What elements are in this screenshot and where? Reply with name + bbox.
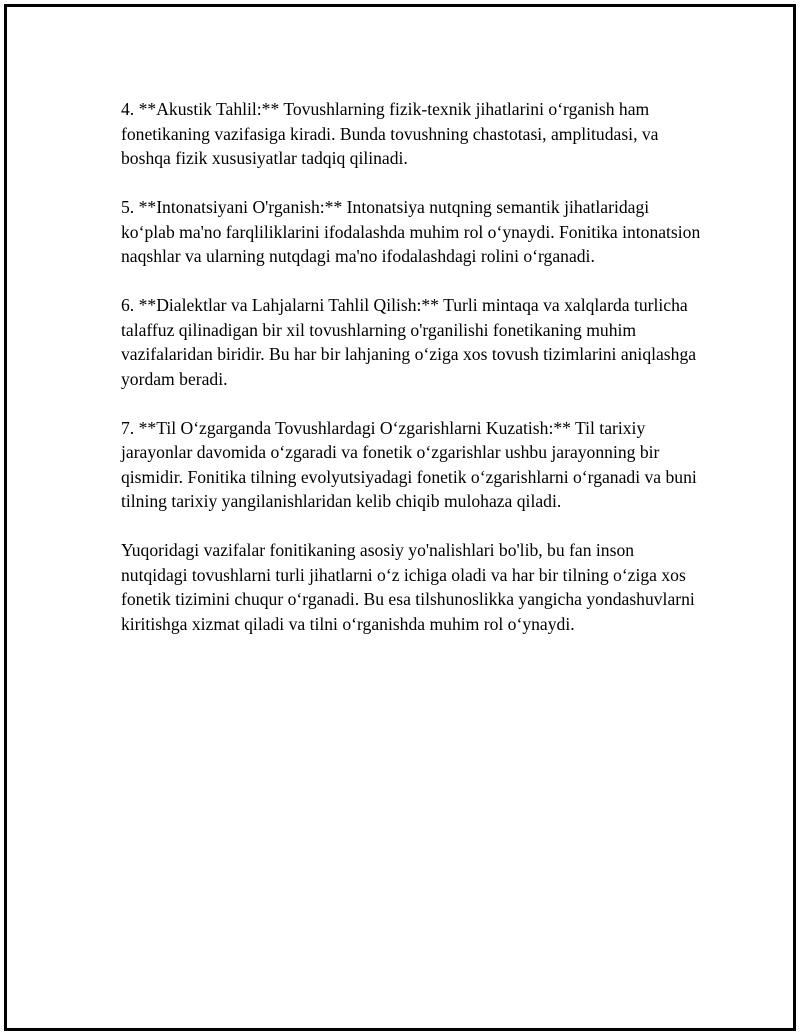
page-content [121, 97, 701, 661]
paragraph-intonation-study: 5. **Intonatsiyani O'rganish:** Intonatsiya nutqning semantik jihatlaridagi koʻplab ma'no farqliliklarini ifodalashda muhim rol oʻynaydi. Fonitika intonatsion naqshlar va ularning nutqdagi ma'no ifodalashdagi rolini oʻrganadi. [121, 197, 701, 266]
page-frame [4, 4, 796, 1031]
paragraph-conclusion: Yuqoridagi vazifalar fonitikaning asosiy yo'nalishlari bo'lib, bu fan inson nutqidagi tovushlarni turli jihatlarni oʻz ichiga oladi va har bir tilning oʻziga xos fonetik tizimini chuqur oʻrganadi. Bu esa tilshunoslikka yangicha yondashuvlarni kiritishga xizmat qiladi va tilni oʻrganishda muhim rol oʻynaydi. [121, 540, 695, 634]
paragraph-dialect-analysis: 6. **Dialektlar va Lahjalarni Tahlil Qilish:** Turli mintaqa va xalqlarda turlicha talaffuz qilinadigan bir xil tovushlarning o'rganilishi fonetikaning muhim vazifalaridan biridir. Bu har bir lahjaning oʻziga xos tovush tizimlarini aniqlashga yordam beradi. [121, 295, 697, 389]
paragraph-language-change: 7. **Til Oʻzgarganda Tovushlardagi Oʻzgarishlarni Kuzatish:** Til tarixiy jarayonlar davomida oʻzgaradi va fonetik oʻzgarishlar ushbu jarayonning bir qismidir. Fonitika tilning evolyutsiyadagi fonetik oʻzgarishlarni oʻrganadi va buni tilning tarixiy yangilanishlaridan kelib chiqib mulohaza qiladi. [121, 417, 697, 511]
paragraph-acoustic-analysis: 4. **Akustik Tahlil:** Tovushlarning fizik-texnik jihatlarini oʻrganish ham fonetikaning vazifasiga kiradi. Bunda tovushning chastotasi, amplitudasi, va boshqa fizik xususiyatlar tadqiq qilinadi. [121, 99, 659, 168]
